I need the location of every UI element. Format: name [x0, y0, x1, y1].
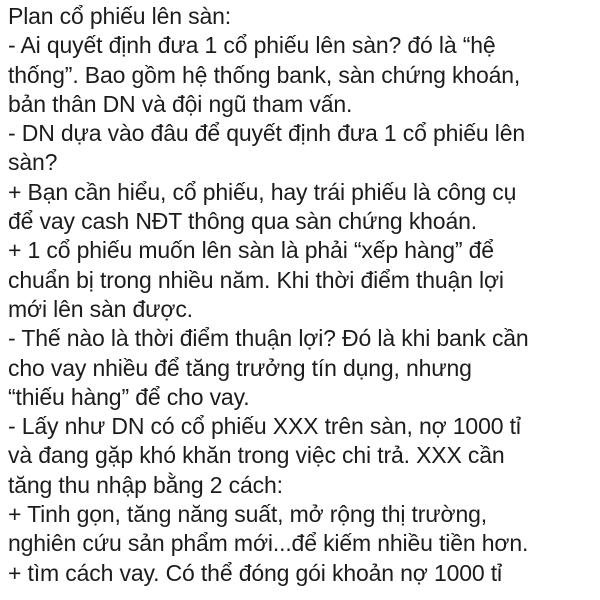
- post-line: chuẩn bị trong nhiều năm. Khi thời điểm thuận lợi: [8, 266, 504, 293]
- post-line: + Bạn cần hiểu, cổ phiếu, hay trái phiếu là công cụ: [8, 178, 517, 205]
- post-text: [8, 2, 594, 588]
- post-line: để vay cash NĐT thông qua sàn chứng khoán.: [8, 208, 477, 235]
- post-line: - Ai quyết định đưa 1 cổ phiếu lên sàn? đó là “hệ: [8, 32, 496, 59]
- post-line: tăng thu nhập bằng 2 cách:: [8, 471, 283, 498]
- post-line: + Tinh gọn, tăng năng suất, mở rộng thị trường,: [8, 501, 487, 528]
- post-line: sàn?: [8, 149, 58, 176]
- post-line: - Lấy như DN có cổ phiếu XXX trên sàn, nợ 1000 tỉ: [8, 413, 521, 440]
- post-line: cho vay nhiều để tăng trưởng tín dụng, nhưng: [8, 354, 472, 381]
- post-line: Plan cổ phiếu lên sàn:: [8, 3, 232, 29]
- post-line: “thiếu hàng” để cho vay.: [8, 383, 250, 410]
- post-line: - Thế nào là thời điểm thuận lợi? Đó là khi bank cần: [8, 325, 529, 352]
- crop-edge: [0, 592, 600, 600]
- post-line: thống”. Bao gồm hệ thống bank, sàn chứng khoán,: [8, 61, 521, 88]
- post-line: + 1 cổ phiếu muốn lên sàn là phải “xếp hàng” để: [8, 237, 494, 264]
- post-line: và đang gặp khó khăn trong việc chi trả. XXX cần: [8, 442, 505, 469]
- post-line: mới lên sàn được.: [8, 295, 193, 322]
- post-line: nghiên cứu sản phẩm mới...để kiếm nhiều tiền hơn.: [8, 530, 529, 557]
- post-line: bản thân DN và đội ngũ tham vấn.: [8, 90, 353, 117]
- post-line: + tìm cách vay. Có thể đóng gói khoản nợ 1000 tỉ: [8, 559, 502, 586]
- post-line: - DN dựa vào đâu để quyết định đưa 1 cổ phiếu lên: [8, 120, 526, 147]
